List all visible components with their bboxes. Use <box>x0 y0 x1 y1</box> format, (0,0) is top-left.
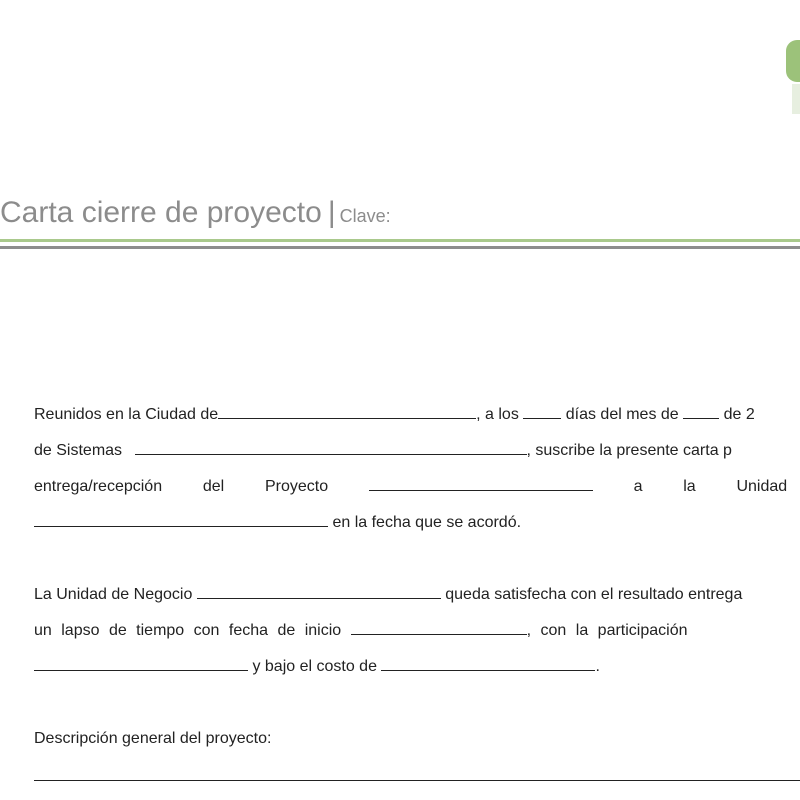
text: y bajo el costo de <box>252 658 377 675</box>
text: de 2 <box>723 406 755 423</box>
blank-unidad[interactable] <box>34 512 328 527</box>
title-separator: | <box>327 196 336 229</box>
text: del <box>202 478 225 495</box>
text: Proyecto <box>264 478 329 495</box>
blank-sistemas[interactable] <box>135 440 527 455</box>
text: , con la participación <box>526 622 688 639</box>
text: en la fecha que se acordó. <box>332 514 522 531</box>
text: de Sistemas <box>34 442 123 459</box>
blank-participacion[interactable] <box>34 656 248 671</box>
document-title-row <box>0 196 391 230</box>
document-title: Carta cierre de proyecto <box>0 196 322 229</box>
blank-unidad-negocio[interactable] <box>197 584 441 599</box>
text: Reunidos en la Ciudad de <box>34 406 219 423</box>
blank-mes[interactable] <box>683 404 719 419</box>
text: Descripción general del proyecto: <box>34 730 272 747</box>
blank-fecha-inicio[interactable] <box>351 620 527 635</box>
text: queda satisfecha con el resultado entrega <box>445 586 743 603</box>
descripcion-heading <box>34 730 271 748</box>
text: , suscribe la presente carta p <box>526 442 732 459</box>
text: , a los <box>476 406 519 423</box>
logo-shadow <box>792 84 800 114</box>
text: días del mes de <box>565 406 679 423</box>
blank-dia[interactable] <box>523 404 561 419</box>
p1-line-3 <box>34 476 800 496</box>
p1-line-4 <box>34 512 521 532</box>
company-logo <box>786 40 800 82</box>
text: Unidad <box>736 478 788 495</box>
text: un lapso de tiempo con fecha de inicio <box>34 622 342 639</box>
text: a <box>633 478 643 495</box>
p1-line-1 <box>34 404 755 424</box>
blank-descripcion[interactable] <box>34 780 800 781</box>
header-rule-gray <box>0 246 800 249</box>
p2-line-2 <box>34 620 688 640</box>
text: La Unidad de Negocio <box>34 586 193 603</box>
text: entrega/recepción <box>34 478 163 495</box>
p2-line-1 <box>34 584 742 604</box>
text: . <box>595 658 600 675</box>
blank-ciudad[interactable] <box>218 404 476 419</box>
blank-proyecto[interactable] <box>369 476 593 491</box>
clave-label: Clave: <box>339 206 391 226</box>
p1-line-2 <box>34 440 732 460</box>
header-rule-green <box>0 239 800 242</box>
text: la <box>683 478 696 495</box>
p2-line-3 <box>34 656 600 676</box>
blank-costo[interactable] <box>381 656 595 671</box>
